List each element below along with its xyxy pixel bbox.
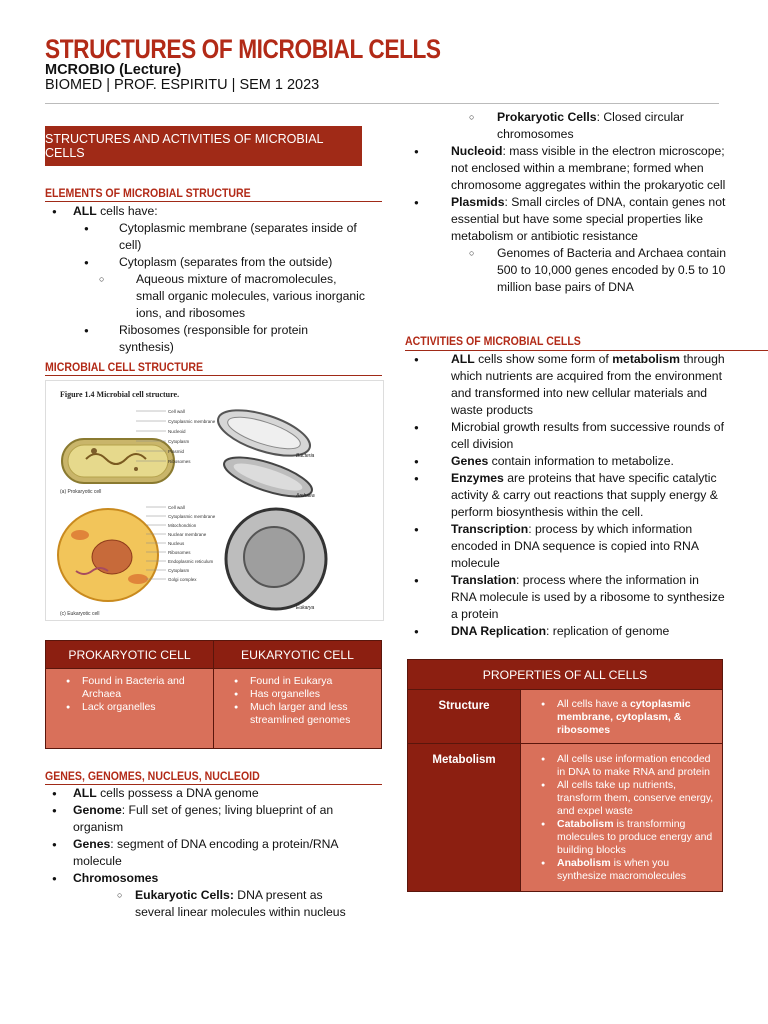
item-text: is when you synthesize macromolecules: [557, 857, 686, 882]
list-item: [407, 470, 727, 521]
elements-heading: ELEMENTS OF MICROBIAL STRUCTURE: [45, 186, 251, 200]
item-text: All cells have a: [557, 698, 630, 710]
bold-text: Plasmids: [451, 195, 505, 209]
figure-label: Ribosomes: [168, 550, 191, 555]
col-eukaryotic: EUKARYOTIC CELL: [214, 641, 382, 669]
label-archaea: Archaea: [296, 493, 315, 499]
item-text: cells have:: [96, 204, 158, 218]
list-item: [407, 623, 727, 640]
bold-text: metabolism: [612, 352, 680, 366]
figure-label: Plasmid: [168, 449, 185, 454]
list-item: ● Much larger and less streamlined genomes: [215, 701, 380, 727]
list-item: [407, 194, 727, 245]
mitochondrion: [71, 530, 89, 540]
list-item: [407, 453, 727, 470]
item-text: : process where the information in RNA molecule is used by a ribosome to synthesize a protein: [451, 573, 725, 621]
list-item: [522, 857, 721, 883]
list-item: ○ Genomes of Bacteria and Archaea contain 500 to 10,000 genes encoded by 0.5 to 10 million base pairs of DNA: [459, 245, 727, 296]
figure-label: Golgi complex: [168, 577, 197, 582]
item-text: is transforming molecules to produce energy and building blocks: [557, 818, 713, 856]
plasmid: [91, 448, 97, 454]
caption-prokaryotic: (a) Prokaryotic cell: [60, 489, 102, 495]
bold-text: Eukaryotic Cells:: [135, 888, 234, 902]
figure-label: Nuclear membrane: [168, 532, 207, 537]
caption-eukaryotic: (c) Eukaryotic cell: [60, 611, 100, 617]
prokaryotic-cell: [46, 669, 214, 749]
figure-caption: Figure 1.4 Microbial cell structure.: [60, 390, 180, 399]
list-item: ● Cytoplasm (separates from the outside): [73, 254, 365, 271]
bold-text: Prokaryotic Cells: [497, 110, 597, 124]
header-divider: [45, 103, 719, 104]
bold-text: Genome: [73, 803, 122, 817]
list-item: ○ Aqueous mixture of macromolecules, small organic molecules, various inorganic ions, and ribosomes: [89, 271, 365, 322]
elements-list: [45, 203, 365, 356]
mitochondrion: [128, 574, 148, 584]
list-item: [45, 802, 365, 836]
structure-heading-rule: [45, 375, 382, 376]
figure-label: Cytoplasm: [168, 568, 190, 573]
genes-heading: GENES, GENOMES, NUCLEUS, NUCLEOID: [45, 769, 260, 783]
bold-text: Translation: [451, 573, 517, 587]
item-text: : replication of genome: [546, 624, 670, 638]
prokaryote-eukaryote-table: [45, 640, 382, 749]
bold-text: Genes: [73, 837, 111, 851]
figure-label: Nucleoid: [168, 429, 186, 434]
figure-label: Cytoplasmic membrane: [168, 514, 216, 519]
item-text: cells possess a DNA genome: [96, 786, 259, 800]
figure-label: Cell wall: [168, 505, 185, 510]
figure-label: Cell wall: [168, 409, 185, 414]
list-item: [45, 870, 365, 887]
col-prokaryotic: PROKARYOTIC CELL: [46, 641, 214, 669]
list-item: [522, 698, 721, 737]
metabolism-label: Metabolism: [408, 744, 521, 892]
activities-heading: ACTIVITIES OF MICROBIAL CELLS: [405, 334, 581, 348]
figure-label: Mitochondrion: [168, 523, 197, 528]
list-item: ● Ribosomes (responsible for protein synthesis): [73, 322, 365, 356]
properties-table: [407, 659, 723, 892]
label-bacteria: Bacteria: [296, 453, 315, 459]
item-text: : Closed circular chromosomes: [497, 110, 684, 141]
ribosome-dot: [134, 467, 138, 471]
bold-text: Enzymes: [451, 471, 504, 485]
bold-text: Anabolism: [557, 857, 611, 869]
course-subtitle: MCROBIO (Lecture): [45, 62, 182, 78]
structure-cell: [521, 690, 723, 744]
cell-structure-figure: [45, 380, 384, 621]
banner-text: STRUCTURES AND ACTIVITIES OF MICROBIAL CELLS: [45, 132, 324, 160]
figure-label: Cytoplasm: [168, 439, 190, 444]
list-item: ● All cells use information encoded in DNA to make RNA and protein: [522, 753, 721, 779]
list-item: [459, 109, 727, 143]
list-item: ● Found in Eukarya: [215, 675, 380, 688]
eukaryotic-cell: [214, 669, 382, 749]
section-banner: [45, 126, 362, 166]
bold-text: Chromosomes: [73, 871, 159, 885]
bold-text: cytoplasmic membrane, cytoplasm, & ribosomes: [557, 698, 691, 736]
item-text: cells show some form of: [474, 352, 613, 366]
list-item: ● All cells take up nutrients, transform them, conserve energy, and expel waste: [522, 779, 721, 818]
bold-text: ALL: [73, 786, 97, 800]
structure-label: Structure: [408, 690, 521, 744]
properties-title: PROPERTIES OF ALL CELLS: [408, 660, 723, 690]
structure-heading: MICROBIAL CELL STRUCTURE: [45, 360, 204, 374]
bold-text: Nucleoid: [451, 144, 503, 158]
bold-text: Transcription: [451, 522, 529, 536]
item-text: : Full set of genes; living blueprint of an organism: [73, 803, 334, 834]
list-item: ● Microbial growth results from successive rounds of cell division: [407, 419, 727, 453]
bold-text: DNA Replication: [451, 624, 547, 638]
figure-label: Ribosomes: [168, 459, 191, 464]
list-item: [45, 836, 365, 870]
list-item: [407, 572, 727, 623]
elements-heading-rule: [45, 201, 382, 202]
bold-text: Genes: [451, 454, 489, 468]
figure-label: Endoplasmic reticulum: [168, 559, 214, 564]
list-item: ● Cytoplasmic membrane (separates inside of cell): [73, 220, 365, 254]
list-item: ● Lack organelles: [47, 701, 212, 714]
list-item: ● Has organelles: [215, 688, 380, 701]
activities-list: [407, 351, 727, 640]
eukarya-nucleus: [244, 527, 304, 587]
genes-list: [45, 785, 365, 921]
figure-label: Cytoplasmic membrane: [168, 419, 216, 424]
list-item: [407, 521, 727, 572]
item-text: : process by which information encoded in DNA sequence is copied into RNA molecule: [451, 522, 699, 570]
list-item: [107, 887, 355, 921]
list-item: [522, 818, 721, 857]
item-text: : mass visible in the electron microscope; not enclosed within a membrane; formed when chromosome aggregates within the prokaryotic cell: [451, 144, 726, 192]
cell-figure-svg: [46, 381, 383, 620]
bold-text: Catabolism: [557, 818, 614, 830]
bold-text: ALL: [451, 352, 475, 366]
item-text: : Small circles of DNA, contain genes not essential but have some special properties like metabolism or antibiotic resistance: [451, 195, 726, 243]
list-item: [45, 203, 365, 220]
list-item: ● Found in Bacteria and Archaea: [47, 675, 212, 701]
list-item: [407, 143, 727, 194]
item-text: are proteins that have specific catalytic activity & carry out reactions that supply energy & perform biosynthesis within the cell.: [451, 471, 718, 519]
item-text: DNA present as several linear molecules within nucleus: [135, 888, 346, 919]
list-item: [407, 351, 727, 419]
metabolism-cell: [521, 744, 723, 892]
item-text: : segment of DNA encoding a protein/RNA molecule: [73, 837, 338, 868]
right-top-list: [407, 109, 727, 296]
label-eukarya: Eukarya: [296, 605, 315, 611]
page-title: STRUCTURES OF MICROBIAL CELLS: [45, 34, 441, 64]
bold-text: ALL: [73, 204, 97, 218]
list-item: [45, 785, 365, 802]
item-text: contain information to metabolize.: [488, 454, 674, 468]
figure-label: Nucleus: [168, 541, 185, 546]
item-text: through which nutrients are acquired from the environment and transformed into new cellular materials and waste products: [451, 352, 725, 417]
course-meta: BIOMED | PROF. ESPIRITU | SEM 1 2023: [45, 77, 320, 93]
